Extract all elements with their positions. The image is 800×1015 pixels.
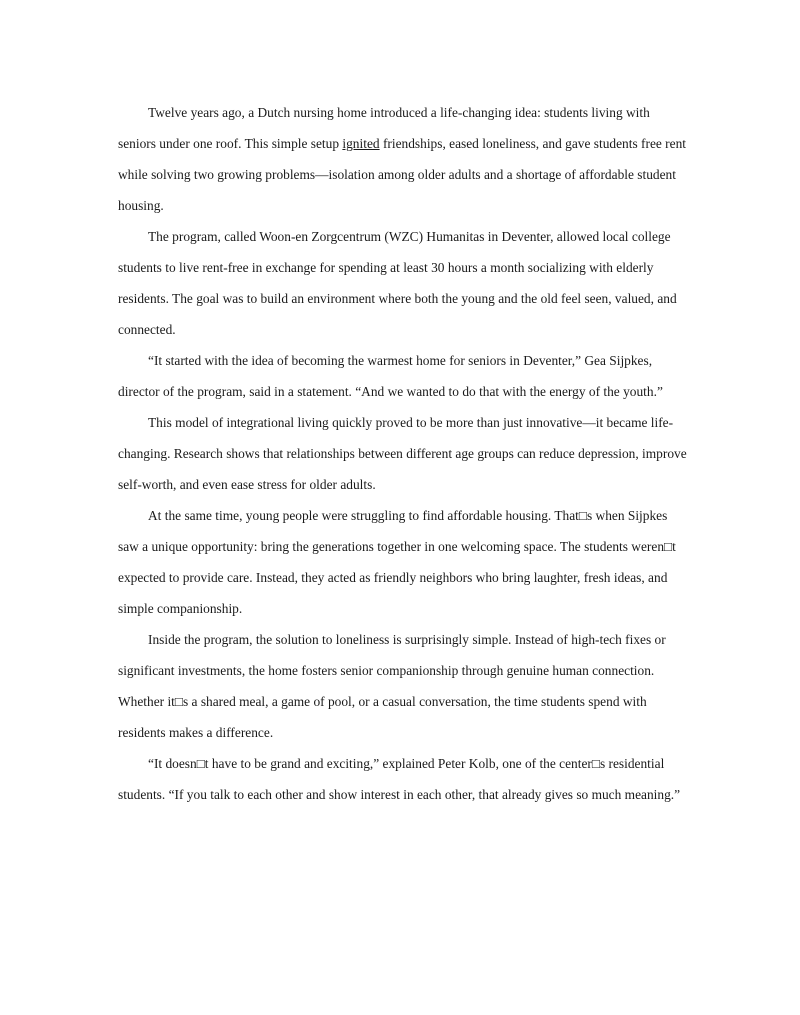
paragraph-7 bbox=[118, 748, 690, 810]
paragraph-1 bbox=[118, 97, 690, 221]
document-body bbox=[118, 97, 690, 810]
paragraph-2 bbox=[118, 221, 690, 345]
paragraph-3-text: “It started with the idea of becoming the warmest home for seniors in Deventer,” Gea Sijpkes, director of the program, said in a statement. “And we wanted to do that with the energy of the youth.” bbox=[118, 353, 663, 399]
paragraph-3 bbox=[118, 345, 690, 407]
paragraph-4-text: This model of integrational living quickly proved to be more than just innovative—it became life-changing. Research shows that relationships between different age groups can reduce depression, improve self-worth, and even ease stress for older adults. bbox=[118, 415, 687, 492]
paragraph-6-text: Inside the program, the solution to loneliness is surprisingly simple. Instead of high-tech fixes or significant investments, the home fosters senior companionship through genuine human connection. Whether it□s a shared meal, a game of pool, or a casual conversation, the time students spend with residents makes a difference. bbox=[118, 632, 666, 740]
paragraph-6 bbox=[118, 624, 690, 748]
paragraph-1-text-start: Twelve years ago, a Dutch nursing home introduced a life-changing idea: students living with seniors under one roof. This simple setup bbox=[118, 105, 650, 151]
paragraph-1-text-end: friendships, eased loneliness, and gave students free rent while solving two growing problems—isolation among older adults and a shortage of affordable student housing. bbox=[118, 136, 686, 213]
paragraph-1-underlined-word: ignited bbox=[342, 136, 380, 151]
paragraph-5 bbox=[118, 500, 690, 624]
paragraph-2-text: The program, called Woon-en Zorgcentrum (WZC) Humanitas in Deventer, allowed local college students to live rent-free in exchange for spending at least 30 hours a month socializing with elderly residents. The goal was to build an environment where both the young and the old feel seen, valued, and connected. bbox=[118, 229, 677, 337]
paragraph-4 bbox=[118, 407, 690, 500]
paragraph-5-text: At the same time, young people were struggling to find affordable housing. That□s when Sijpkes saw a unique opportunity: bring the generations together in one welcoming space. The students weren□t expected to provide care. Instead, they acted as friendly neighbors who bring laughter, fresh ideas, and simple companionship. bbox=[118, 508, 676, 616]
paragraph-7-text: “It doesn□t have to be grand and exciting,” explained Peter Kolb, one of the center□s residential students. “If you talk to each other and show interest in each other, that already gives so much meaning.” bbox=[118, 756, 681, 802]
